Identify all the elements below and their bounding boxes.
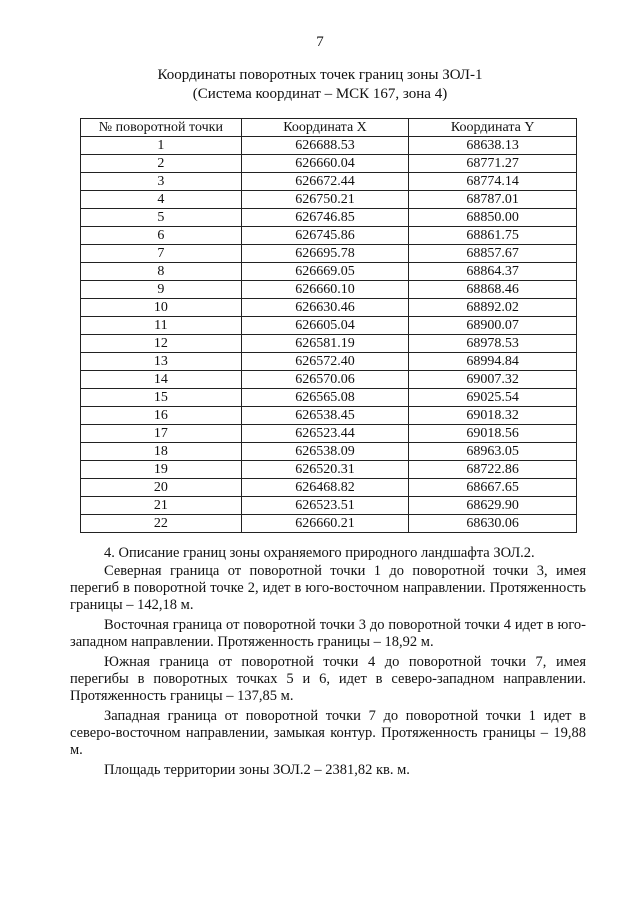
cell-point-number: 12 <box>81 335 242 353</box>
cell-point-number: 21 <box>81 497 242 515</box>
section-text <box>70 545 586 782</box>
table-row <box>81 299 577 317</box>
table-row <box>81 335 577 353</box>
cell-coordinate-x: 626523.44 <box>241 425 409 443</box>
table-row <box>81 443 577 461</box>
cell-coordinate-y: 68892.02 <box>409 299 577 317</box>
table-body <box>81 137 577 533</box>
cell-coordinate-y: 68722.86 <box>409 461 577 479</box>
cell-point-number: 9 <box>81 281 242 299</box>
table-row <box>81 281 577 299</box>
table-row <box>81 173 577 191</box>
cell-coordinate-x: 626746.85 <box>241 209 409 227</box>
table-row <box>81 155 577 173</box>
cell-coordinate-x: 626688.53 <box>241 137 409 155</box>
cell-coordinate-y: 68900.07 <box>409 317 577 335</box>
cell-point-number: 22 <box>81 515 242 533</box>
page-number: 7 <box>316 34 324 50</box>
title-line-2: (Система координат – МСК 167, зона 4) <box>192 86 448 102</box>
cell-point-number: 18 <box>81 443 242 461</box>
cell-point-number: 19 <box>81 461 242 479</box>
paragraph-east-boundary: Восточная граница от поворотной точки 3 до поворотной точки 4 идет в юго-западном направлении. Протяженность границы – 18,92 м. <box>70 617 586 650</box>
section-heading: 4. Описание границ зоны охраняемого природного ландшафта ЗОЛ.2. <box>104 545 535 561</box>
header-point-number: № поворотной точки <box>81 119 242 137</box>
paragraph-west-boundary: Западная граница от поворотной точки 7 до поворотной точки 1 идет в северо-восточном направлении, замыкая контур. Протяженность границы – 19,88 м. <box>70 708 586 758</box>
cell-coordinate-y: 68963.05 <box>409 443 577 461</box>
table-title <box>0 66 640 104</box>
cell-coordinate-y: 68864.37 <box>409 263 577 281</box>
paragraph-north-boundary: Северная граница от поворотной точки 1 до поворотной точки 3, имея перегиб в поворотной точке 2, идет в юго-восточном направлении. Протяженность границы – 142,18 м. <box>70 563 586 613</box>
cell-coordinate-y: 68787.01 <box>409 191 577 209</box>
cell-coordinate-x: 626581.19 <box>241 335 409 353</box>
cell-coordinate-y: 69025.54 <box>409 389 577 407</box>
table-header-row <box>81 119 577 137</box>
cell-coordinate-x: 626565.08 <box>241 389 409 407</box>
cell-coordinate-x: 626660.10 <box>241 281 409 299</box>
cell-coordinate-x: 626660.21 <box>241 515 409 533</box>
table-row <box>81 137 577 155</box>
cell-coordinate-y: 69007.32 <box>409 371 577 389</box>
cell-coordinate-y: 68994.84 <box>409 353 577 371</box>
cell-coordinate-x: 626523.51 <box>241 497 409 515</box>
cell-coordinate-x: 626672.44 <box>241 173 409 191</box>
cell-coordinate-y: 68978.53 <box>409 335 577 353</box>
cell-coordinate-y: 68630.06 <box>409 515 577 533</box>
cell-coordinate-x: 626660.04 <box>241 155 409 173</box>
coordinates-table <box>80 118 577 533</box>
table-row <box>81 515 577 533</box>
cell-coordinate-y: 68638.13 <box>409 137 577 155</box>
cell-coordinate-x: 626695.78 <box>241 245 409 263</box>
cell-coordinate-y: 68868.46 <box>409 281 577 299</box>
table-row <box>81 479 577 497</box>
paragraph-area: Площадь территории зоны ЗОЛ.2 – 2381,82 кв. м. <box>104 762 410 778</box>
cell-coordinate-y: 68667.65 <box>409 479 577 497</box>
cell-point-number: 13 <box>81 353 242 371</box>
cell-point-number: 10 <box>81 299 242 317</box>
cell-point-number: 2 <box>81 155 242 173</box>
cell-point-number: 6 <box>81 227 242 245</box>
table-row <box>81 371 577 389</box>
cell-coordinate-x: 626572.40 <box>241 353 409 371</box>
cell-coordinate-y: 68629.90 <box>409 497 577 515</box>
cell-coordinate-x: 626745.86 <box>241 227 409 245</box>
cell-coordinate-x: 626538.45 <box>241 407 409 425</box>
cell-point-number: 8 <box>81 263 242 281</box>
cell-point-number: 16 <box>81 407 242 425</box>
cell-coordinate-y: 68774.14 <box>409 173 577 191</box>
cell-coordinate-x: 626570.06 <box>241 371 409 389</box>
table-row <box>81 353 577 371</box>
table-row <box>81 209 577 227</box>
title-line-1: Координаты поворотных точек границ зоны ЗОЛ-1 <box>157 67 483 83</box>
cell-coordinate-y: 69018.32 <box>409 407 577 425</box>
table-row <box>81 263 577 281</box>
cell-coordinate-y: 68857.67 <box>409 245 577 263</box>
cell-point-number: 14 <box>81 371 242 389</box>
cell-coordinate-x: 626538.09 <box>241 443 409 461</box>
cell-point-number: 20 <box>81 479 242 497</box>
cell-point-number: 17 <box>81 425 242 443</box>
table-row <box>81 227 577 245</box>
table-row <box>81 407 577 425</box>
cell-coordinate-x: 626605.04 <box>241 317 409 335</box>
cell-point-number: 11 <box>81 317 242 335</box>
cell-coordinate-y: 69018.56 <box>409 425 577 443</box>
cell-coordinate-y: 68771.27 <box>409 155 577 173</box>
table-row <box>81 317 577 335</box>
table-row <box>81 497 577 515</box>
table-row <box>81 389 577 407</box>
cell-coordinate-x: 626630.46 <box>241 299 409 317</box>
cell-coordinate-y: 68850.00 <box>409 209 577 227</box>
cell-point-number: 4 <box>81 191 242 209</box>
cell-point-number: 5 <box>81 209 242 227</box>
table-row <box>81 191 577 209</box>
cell-coordinate-x: 626750.21 <box>241 191 409 209</box>
cell-point-number: 15 <box>81 389 242 407</box>
header-coordinate-x: Координата X <box>241 119 409 137</box>
paragraph-south-boundary: Южная граница от поворотной точки 4 до поворотной точки 7, имея перегибы в поворотных точках 5 и 6, идет в северо-западном направлении. Протяженность границы – 137,85 м. <box>70 654 586 704</box>
cell-point-number: 7 <box>81 245 242 263</box>
cell-point-number: 1 <box>81 137 242 155</box>
table-row <box>81 425 577 443</box>
cell-coordinate-x: 626669.05 <box>241 263 409 281</box>
table-row <box>81 245 577 263</box>
cell-coordinate-x: 626520.31 <box>241 461 409 479</box>
cell-coordinate-y: 68861.75 <box>409 227 577 245</box>
table-row <box>81 461 577 479</box>
header-coordinate-y: Координата Y <box>409 119 577 137</box>
cell-coordinate-x: 626468.82 <box>241 479 409 497</box>
cell-point-number: 3 <box>81 173 242 191</box>
